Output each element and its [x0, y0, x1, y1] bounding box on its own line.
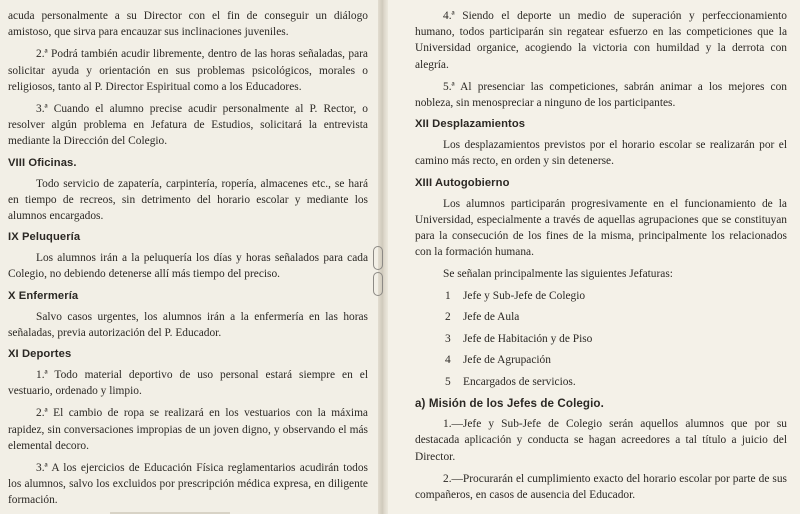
list-item: 1 Jefe y Sub-Jefe de Colegio: [445, 289, 586, 302]
paragraph-desplazamientos: Los desplazamientos previstos por el horario escolar se realizarán por el camino más recto, en orden y sin detenerse.: [415, 139, 787, 168]
staple-icon: [373, 246, 383, 270]
paragraph-deportes-3: 3.ª A los ejercicios de Educación Física reglamentarios acudirán todos los alumnos, salvo los excluidos por prescripción médica expresa, en diligente formación.: [8, 462, 368, 507]
section-heading-deportes: XI Deportes: [8, 348, 72, 361]
section-heading-oficinas: VIII Oficinas.: [8, 156, 77, 169]
paragraph-autogobierno: Los alumnos participarán progresivamente en el funcionamiento de la Universidad, especialmente a través de aquellas agrupaciones que se constituyan para la consecución de los fines de la misma, principalmente los relacionados con la formación humana.: [415, 197, 787, 259]
jefaturas-list: [415, 289, 787, 390]
left-page: [0, 0, 378, 514]
list-item: 3 Jefe de Habitación y de Piso: [445, 332, 593, 345]
list-item: 4 Jefe de Agrupación: [445, 354, 551, 367]
paragraph-item-3: 3.ª Cuando el alumno precise acudir personalmente al P. Rector, o resolver algún problema en Jefatura de Estudios, solicitará la entrevista mediante la Dirección del Colegio.: [8, 103, 368, 148]
paragraph-jefaturas-intro: Se señalan principalmente las siguientes Jefaturas:: [443, 268, 673, 281]
paragraph-mision-2: 2.—Procurarán el cumplimiento exacto del horario escolar por parte de sus compañeros, en casos de ausencia del Educador.: [415, 472, 787, 501]
paragraph-deportes-1: 1.ª Todo material deportivo de uso personal estará siempre en el vestuario, ordenado y limpio.: [8, 369, 368, 398]
list-item: 5 Encargados de servicios.: [445, 375, 576, 388]
paragraph-enfermeria: Salvo casos urgentes, los alumnos irán a la enfermería en las horas señaladas, previa autorización del P. Educador.: [8, 310, 368, 339]
paragraph-mision-1: 1.—Jefe y Sub-Jefe de Colegio serán aquellos alumnos que por su destacada aplicación y conducta se hagan acreedores a tal título a juicio del Director.: [415, 418, 787, 463]
list-item: 2 Jefe de Aula: [445, 311, 520, 324]
paragraph-deportes-4: 4.ª Siendo el deporte un medio de superación y perfeccionamiento humano, todos participarán sin regatear esfuerzo en las competiciones que la Universidad organice, acogiendo la victoria con humildad y la derrota con alegría.: [415, 10, 787, 71]
section-heading-autogobierno: XIII Autogobierno: [415, 176, 510, 189]
right-page: [388, 0, 800, 514]
staple-icon: [373, 272, 383, 296]
left-text-column: [8, 8, 368, 514]
section-heading-desplazamientos: XII Desplazamientos: [415, 118, 526, 131]
paragraph-deportes-5: 5.ª Al presenciar las competiciones, sabrán animar a los mejores con nobleza, sin menospreciar a ninguno de los participantes.: [415, 80, 787, 110]
paragraph-continuation: acuda personalmente a su Director con el fin de conseguir un diálogo amistoso, que sirva para encauzar sus inclinaciones juveniles.: [8, 10, 368, 39]
right-text-column: [415, 8, 787, 509]
paragraph-deportes-2: 2.ª El cambio de ropa se realizará en los vestuarios con la máxima rapidez, sin conversaciones impropias de un joven digno, y observando el más elemental decoro.: [8, 407, 368, 452]
section-heading-enfermeria: X Enfermería: [8, 289, 79, 302]
paragraph-peluqueria: Los alumnos irán a la peluquería los días y horas señalados para cada Colegio, no debiendo detenerse allí más tiempo del preciso.: [8, 252, 368, 281]
section-heading-peluqueria: IX Peluquería: [8, 231, 81, 244]
subsection-heading-mision: a) Misión de los Jefes de Colegio.: [415, 397, 604, 411]
paragraph-oficinas: Todo servicio de zapatería, carpintería, ropería, almacenes etc., se hará en tiempo de recreos, sin detrimento del horario escolar y mediante los alumnos encargados.: [8, 177, 368, 223]
paragraph-item-2: 2.ª Podrá también acudir libremente, dentro de las horas señaladas, para solicitar ayuda y orientación en sus problemas psicológicos, morales o religiosos, tanto al P. Director Espiritual como a los Educadores.: [8, 48, 368, 93]
